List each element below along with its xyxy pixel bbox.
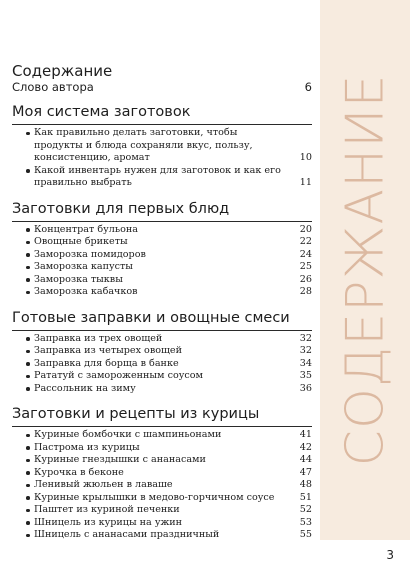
toc-entry[interactable]	[12, 492, 312, 505]
toc-entry-title: Как правильно делать заготовки, чтобы продукты и блюда сохраняли вкус, пользу, консистенцию, аромат	[34, 127, 253, 163]
toc-sections	[12, 103, 312, 542]
toc-entry-title: Шницель с ананасами праздничный	[34, 529, 220, 540]
toc-entry-page: 20	[299, 223, 312, 235]
page-number: 3	[386, 548, 394, 562]
toc-entry-page: 24	[299, 248, 312, 260]
toc-entry[interactable]	[12, 429, 312, 442]
side-title-wrap	[320, 30, 410, 510]
toc-entry-page: 52	[299, 504, 312, 515]
toc-entry[interactable]	[12, 286, 312, 299]
toc-entry-title: Заморозка тыквы	[34, 273, 123, 285]
toc-entry-page: 26	[299, 273, 312, 285]
toc-entry-title: Пастрома из курицы	[34, 441, 140, 453]
toc-entry-page: 35	[299, 370, 312, 381]
toc-title: Содержание	[12, 62, 113, 80]
section-title: Моя система заготовок	[12, 103, 312, 125]
toc-entry-page: 36	[299, 382, 312, 394]
toc-entry-page: 55	[299, 529, 312, 540]
toc-entry[interactable]	[12, 127, 312, 165]
toc-section	[12, 200, 312, 299]
toc-entry[interactable]	[12, 261, 312, 274]
toc-section	[12, 309, 312, 396]
toc-entry-page: 28	[299, 286, 312, 297]
toc-entry-page: 22	[299, 236, 312, 247]
toc-entry-title: Заправка для борща в банке	[34, 357, 179, 369]
toc-entry[interactable]	[12, 358, 312, 371]
toc-entry[interactable]	[12, 370, 312, 383]
toc-entry[interactable]	[12, 224, 312, 237]
toc-entry[interactable]	[12, 274, 312, 287]
toc-entry-page: 47	[299, 466, 312, 478]
toc-entry[interactable]	[12, 383, 312, 396]
toc-entry[interactable]	[12, 345, 312, 358]
toc-entry[interactable]	[12, 479, 312, 492]
toc-entry-title: Какой инвентарь нужен для заготовок и как его правильно выбрать	[34, 164, 281, 188]
toc-entry[interactable]	[12, 249, 312, 262]
toc-entry-title: Концентрат бульона	[34, 223, 138, 235]
toc-entry-page: 25	[299, 261, 312, 272]
toc-entry-title: Ленивый жюльен в лаваше	[34, 479, 173, 490]
section-title: Готовые заправки и овощные смеси	[12, 309, 312, 331]
toc-entry[interactable]	[12, 467, 312, 480]
toc-entry-title: Заморозка капусты	[34, 261, 133, 272]
toc-entry[interactable]	[12, 442, 312, 455]
toc-section	[12, 103, 312, 190]
toc-section	[12, 405, 312, 542]
toc-author-row[interactable]	[12, 80, 312, 95]
toc-entry-page: 51	[299, 491, 312, 503]
toc-entry-title: Заправка из трех овощей	[34, 332, 163, 344]
toc-entry[interactable]	[12, 517, 312, 530]
toc-entry-page: 11	[299, 177, 312, 188]
toc-entry-title: Заморозка кабачков	[34, 286, 138, 297]
section-title: Заготовки и рецепты из курицы	[12, 405, 312, 427]
toc-entry[interactable]	[12, 504, 312, 517]
toc-entry-title: Куриные бомбочки с шампиньонами	[34, 429, 222, 440]
toc-entry-title: Куриные крылышки в медово-горчичном соусе	[34, 491, 275, 503]
toc-entry-page: 34	[299, 357, 312, 369]
toc-entry-page: 42	[299, 441, 312, 453]
toc-author-label: Слово автора	[12, 80, 94, 94]
toc-entry-title: Заправка из четырех овощей	[34, 345, 182, 356]
toc-entry-page: 53	[299, 516, 312, 528]
toc-entry-page: 10	[299, 152, 312, 163]
toc-entry-title: Шницель из курицы на ужин	[34, 516, 183, 528]
toc-entry-page: 48	[299, 479, 312, 490]
toc-entry-title: Курочка в беконе	[34, 466, 124, 478]
toc-entry[interactable]	[12, 454, 312, 467]
toc-entry-page: 32	[299, 332, 312, 344]
section-title: Заготовки для первых блюд	[12, 200, 312, 222]
toc-entry-title: Заморозка помидоров	[34, 248, 146, 260]
toc-entry[interactable]	[12, 165, 312, 190]
toc-entry-title: Куриные гнездышки с ананасами	[34, 454, 206, 465]
toc-entry-title: Рассольник на зиму	[34, 382, 136, 394]
toc-entry-title: Паштет из куриной печенки	[34, 504, 180, 515]
toc-entry-title: Овощные брикеты	[34, 236, 128, 247]
toc-entry[interactable]	[12, 236, 312, 249]
side-title: СОДЕРЖАНИЕ	[335, 73, 396, 467]
toc-entry-page: 32	[299, 345, 312, 356]
toc-entry[interactable]	[12, 529, 312, 542]
toc-author-page: 6	[304, 80, 312, 94]
toc-entry-page: 41	[299, 429, 312, 440]
toc	[12, 62, 312, 542]
toc-entry-page: 44	[299, 454, 312, 465]
toc-entry-title: Рататуй с замороженным соусом	[34, 370, 203, 381]
toc-entry[interactable]	[12, 333, 312, 346]
